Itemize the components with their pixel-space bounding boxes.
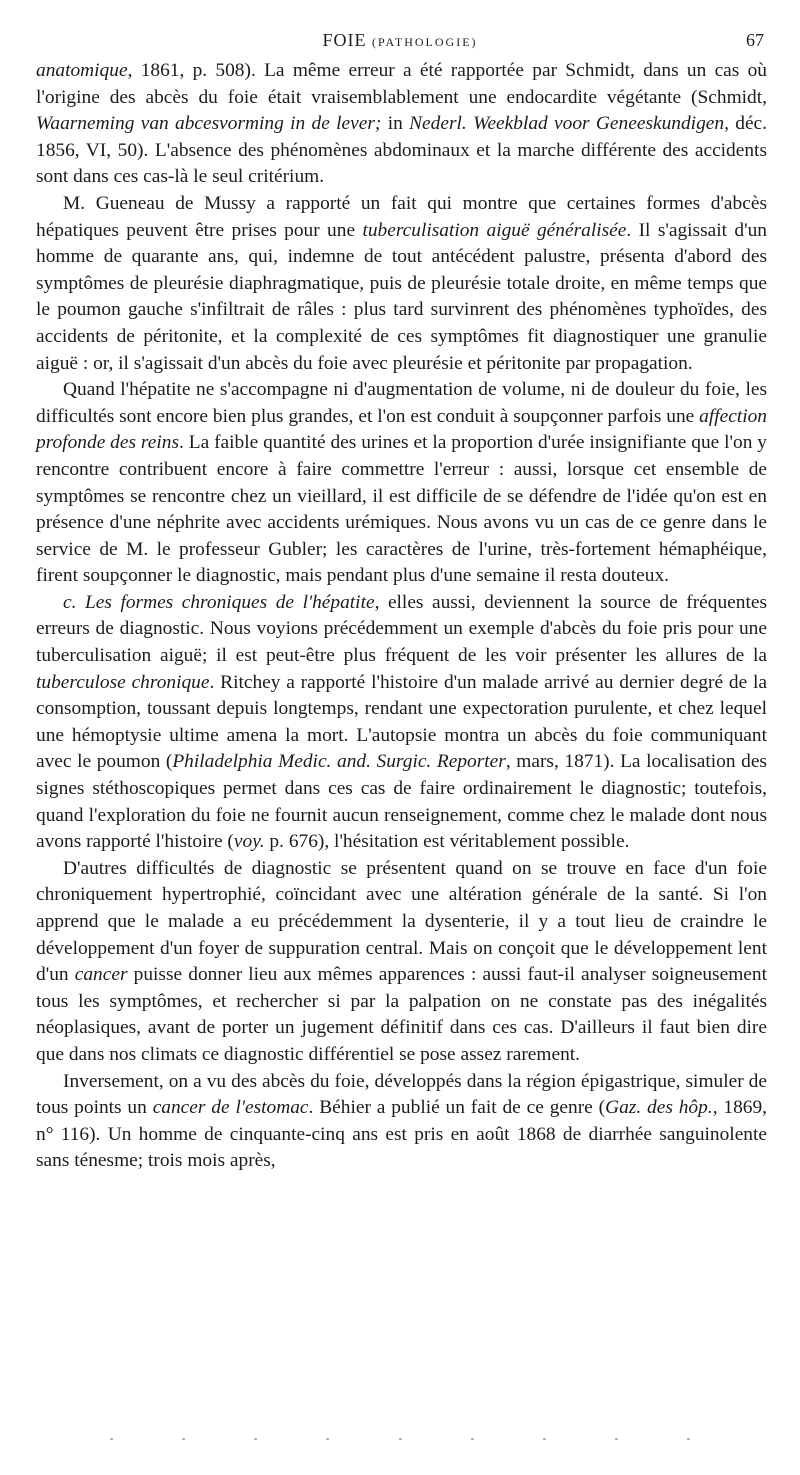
speck (399, 1438, 402, 1440)
paragraph (36, 590, 767, 856)
italic-run: tuberculisation aiguë généralisée (362, 219, 627, 241)
italic-run: c. (63, 591, 85, 613)
running-head-main: FOIE (322, 30, 367, 50)
italic-run: Waarneming van abcesvorming in de lever; (36, 113, 382, 135)
text-run: , déc. 1856, VI, 50). L'absence des phénomènes abdominaux et la marche différente des accidents sont dans ces cas-là le seul critérium. (36, 113, 768, 188)
scan-specks (110, 1438, 690, 1442)
text-run: , elles aussi, deviennent la source de fréquentes erreurs de diagnostic. Nous voyions précédemment un exemple d'abcès du foie pris pour une tuberculisation aiguë; il est peut-être plus fréquent de les voir présenter les allures de la (36, 591, 767, 667)
text-run: M. Gueneau de Mussy a rapporté un fait qui montre que certaines formes d'abcès hépatiques peuvent être prises pour une (36, 192, 767, 241)
text-run: Quand l'hépatite ne s'accompagne ni d'augmentation de volume, ni de douleur du foie, les difficultés sont encore bien plus grandes, et l'on est conduit à soupçonner parfois une (36, 379, 767, 427)
page-number: 67 (746, 30, 764, 50)
italic-run: Nederl. Weekblad voor Geneeskundigen (409, 113, 725, 135)
running-head (36, 30, 764, 56)
text-run: , mars, 1871). La localisation des signes stéthoscopiques permet dans ces cas de faire ordinairement le diagnostic; toutefois, quand l'exploration du foie ne fournit aucun renseignement, comme chez le malade dont nous avons rapporté l'histoire ( (36, 751, 767, 853)
italic-run: Les formes chroniques de l'hépatite (84, 591, 375, 613)
running-head-subtitle: (PATHOLOGIE) (371, 35, 478, 49)
text-run: . La faible quantité des urines et la proportion d'urée insignifiante que l'on y rencontre contribuent encore à faire commettre l'erreur : aussi, lorsque cet ensemble de symptômes se rencontre chez un vieillard, il est difficile de se défendre de l'idée qu'on est en présence d'une néphrite avec accidents urémiques. Nous avons vu un cas de ce genre dans le service de M. le professeur Gubler; les caractères de l'urine, très-fortement hémaphéique, firent soupçonner le diagnostic, mais pendant plus d'une semaine il resta douteux. (36, 432, 767, 587)
text-run: puisse donner lieu aux mêmes apparences : aussi faut-il analyser soigneusement tous les symptômes, et rechercher si par la palpation on ne constate pas des inégalités néoplasiques, avant de porter un jugement définitif dans ces cas. D'ailleurs il faut bien dire que dans nos climats ce diagnostic différentiel se pose assez rarement. (36, 964, 767, 1065)
italic-run: affection profonde des reins (36, 405, 767, 454)
speck (471, 1438, 474, 1440)
text-run: , 1861, p. 508). La même erreur a été rapportée par Schmidt, dans un cas où l'origine des abcès du foie était vraisemblablement une endocardite végétante (Schmidt, (36, 60, 767, 108)
text-run: Inversement, on a vu des abcès du foie, développés dans la région épigastrique, simuler de tous points un (36, 1070, 767, 1119)
paragraph (36, 856, 767, 1069)
speck (182, 1438, 185, 1440)
text-run: D'autres difficultés de diagnostic se présentent quand on se trouve en face d'un foie chroniquement hypertrophié, coïncidant avec une altération générale de la santé. Si l'on apprend que le malade a eu précédemment la dysenterie, il y a tout lieu de craindre le développement d'un foyer de suppuration central. Mais on conçoit que le développement lent d'un (36, 857, 767, 986)
paragraph (36, 377, 767, 590)
text-run: . Il s'agissait d'un homme de quarante ans, qui, indemne de tout antécédent palustre, présenta d'abord des symptômes de pleurésie diaphragmatique, puis de pleurésie totale droite, en même temps que le poumon gauche s'infiltrait de râles : plus tard survinrent des phénomènes typhoïdes, des accidents de péritonite, et la complexité de ces symptômes fit diagnostiquer une granulie aiguë : or, il s'agissait d'un abcès du foie avec pleurésie et péritonite par propagation. (36, 219, 767, 374)
italic-run: cancer de l'estomac (152, 1097, 309, 1119)
italic-run: tuberculose chronique (36, 671, 210, 693)
italic-run: Philadelphia Medic. and. Surgic. Reporter (172, 751, 506, 773)
italic-run: cancer (74, 964, 128, 986)
speck (254, 1438, 257, 1440)
paragraph (36, 191, 767, 377)
text-run: in (381, 113, 410, 135)
speck (615, 1438, 618, 1440)
paragraph (36, 58, 767, 191)
paragraph (36, 1069, 767, 1175)
body-text (36, 58, 767, 1175)
text-run: . Ritchey a rapporté l'histoire d'un malade arrivé au dernier degré de la consomption, toussant depuis longtemps, rendant une expectoration purulente, et chez lequel une hémoptysie ultime amena la mort. L'autopsie montra un abcès du foie communiquant avec le poumon ( (36, 671, 767, 773)
speck (543, 1438, 546, 1440)
text-run: , 1869, n° 116). Un homme de cinquante-cinq ans est pris en août 1868 de diarrhée sanguinolente sans ténesme; trois mois après, (36, 1097, 768, 1172)
speck (110, 1438, 113, 1440)
running-head-title (36, 30, 764, 51)
speck (326, 1438, 329, 1440)
italic-run: voy. (233, 831, 265, 853)
italic-run: anatomique (36, 60, 128, 81)
italic-run: Gaz. des hôp. (605, 1097, 713, 1119)
speck (687, 1438, 690, 1440)
text-run: . Béhier a publié un fait de ce genre ( (308, 1097, 606, 1119)
text-run: p. 676), l'hésitation est véritablement possible. (264, 831, 630, 853)
